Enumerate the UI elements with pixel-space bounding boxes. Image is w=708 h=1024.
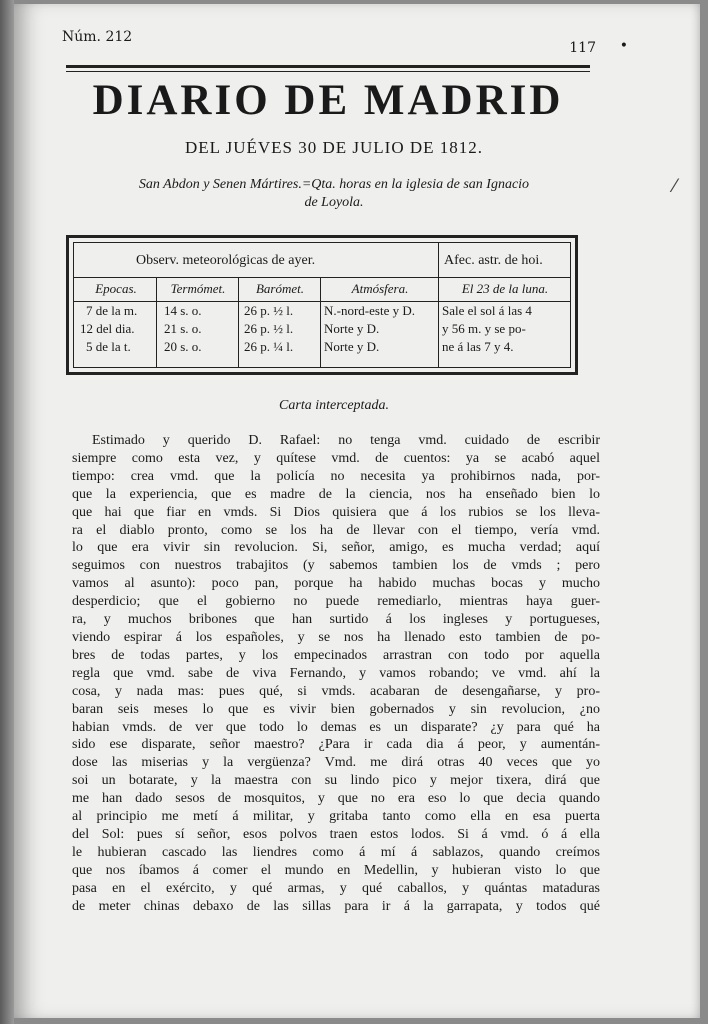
article-line: ra, y muchos bribones que han surtido á los ingleses y portugueses,	[72, 612, 600, 628]
article-line: vamos al asunto): poco pan, porque ha habido muchas bocas y mucho	[72, 576, 600, 592]
page-dot: •	[619, 38, 628, 54]
column-header-epocas: Epocas.	[95, 281, 137, 296]
column-header-barometro: Barómet.	[255, 281, 305, 296]
article-line: lo que era vivir sin revolucion. Si, señor, amigo, es mucha verdad; aquí	[72, 540, 600, 556]
article-line: de meter chinas debaxo de las sillas para ir á la garrapata, y todos qué	[72, 898, 600, 914]
saints-line-1: San Abdon y Senen Mártires.=Qta. horas en la iglesia de san Ignacio	[138, 177, 530, 192]
header-rule-thick	[66, 65, 590, 68]
article-line: viendo espirar á los españoles, y se nos ha llenado esto tambien de po-	[72, 629, 600, 645]
row-3-barometro: 26 p. ¼ l.	[244, 339, 294, 354]
article-line: pasa en el exército, y qué armas, y qué caballos, y quántas mataduras	[72, 880, 600, 896]
row-1-barometro: 26 p. ½ l.	[244, 303, 294, 318]
row-3-astro: ne á las 7 y 4.	[442, 339, 514, 354]
article-line: me han dado sesos de mosquitos, y que no era eso lo que decia quando	[72, 791, 600, 807]
row-3-epoca: 5 de la t.	[86, 339, 131, 354]
article-line: al principio me metí á militar, y gritaba tanto como ella en esa puerta	[72, 809, 600, 825]
table-divider	[156, 277, 157, 367]
newspaper-page	[14, 4, 700, 1018]
row-3-termometro: 20 s. o.	[164, 339, 202, 354]
table-divider	[438, 243, 439, 367]
handwritten-mark-icon: ⁄	[672, 176, 676, 197]
row-1-termometro: 14 s. o.	[164, 303, 202, 318]
article-line: desperdicio; que el gobierno no puede remediarlo, mientras haya guer-	[72, 594, 600, 610]
row-2-barometro: 26 p. ½ l.	[244, 321, 294, 336]
row-2-astro: y 56 m. y se po-	[442, 321, 526, 336]
article-line: siempre como esta vez, y quítese vmd. de cuentos: ya se acabó aquel	[72, 450, 600, 466]
article-line: que hai que fiar en vmds. Si Dios quisiera que á los rubios se los lleva-	[72, 504, 600, 520]
book-gutter	[0, 0, 14, 1024]
column-header-termometro: Termómet.	[170, 281, 226, 296]
article-line: regla que vmd. sabe de viva Fernando, y vamos robando; ve vmd. ahí la	[72, 665, 600, 681]
article-line: ra el diablo pronto, como se los ha de llevar con el tiempo, vería vmd.	[72, 522, 600, 538]
saints-notice	[74, 176, 594, 212]
header-rule-thin	[66, 71, 590, 72]
row-2-atmosfera: Norte y D.	[324, 321, 380, 336]
article-line: tiempo: crea vmd. que la policía no necesita ya prohibirnos nada, por-	[72, 468, 600, 484]
row-3-atmosfera: Norte y D.	[324, 339, 380, 354]
row-1-epoca: 7 de la m.	[86, 303, 138, 318]
article-line: seguimos con nuestros trabajitos (y sabemos tambien los de vmds ; pero	[72, 558, 600, 574]
row-1-atmosfera: N.-nord-este y D.	[324, 303, 415, 318]
article-line: cosa, y nada mas: pues qué, si vmds. acabaran de desengañarse, y pro-	[72, 683, 600, 699]
article-line: bres de todas partes, y los empecinados arrastran con todo por aquella	[72, 647, 600, 663]
article-line: baran seis meses lo que es vivir bien gobernados y sin revolucion, ¿no	[72, 701, 600, 717]
weather-heading-right: Afec. astr. de hoi.	[444, 253, 543, 268]
dateline: DEL JUÉVES 30 DE JULIO DE 1812.	[184, 138, 484, 157]
article-line: Estimado y querido D. Rafael: no tenga vmd. cuidado de escribir	[92, 433, 600, 448]
article-line: le hubieran cascado las liendres como á mí á sablazos, quando creímos	[72, 844, 600, 860]
row-2-epoca: 12 del dia.	[80, 321, 135, 336]
article-line: que la experiencia, que es madre de la ciencia, nos ha enseñado bien lo	[72, 486, 600, 502]
saints-line-2: de Loyola.	[304, 195, 364, 210]
column-header-astro: El 23 de la luna.	[461, 281, 549, 296]
page-number: 117	[569, 40, 596, 56]
article-line: habian vmds. de ver que todo lo demas es un disparate? ¿y para qué ha	[72, 719, 600, 735]
weather-table	[66, 235, 578, 375]
article-line: dose las miserias y la vergüenza? Vmd. me dirá otras 40 veces que yo	[72, 755, 600, 771]
table-divider	[74, 301, 570, 302]
table-divider	[320, 277, 321, 367]
table-divider	[238, 277, 239, 367]
column-header-atmosfera: Atmósfera.	[351, 281, 409, 296]
article-title: Carta interceptada.	[279, 398, 389, 413]
article-body	[72, 432, 600, 915]
article-line: del Sol: pues sí señor, esos polvos traen estos lodos. Si á vmd. ó á ella	[72, 826, 600, 842]
weather-heading-left: Observ. meteorológicas de ayer.	[136, 253, 316, 268]
issue-number: Núm. 212	[62, 29, 133, 45]
article-line: soi un botarate, y la maestra con su lindo pico y mejor tixera, dirá que	[72, 773, 600, 789]
row-1-astro: Sale el sol á las 4	[442, 303, 532, 318]
masthead-title: DIARIO DE MADRID	[92, 77, 564, 124]
article-line: que nos íbamos á comer el mundo en Medellin, y hubieran visto lo que	[72, 862, 600, 878]
article-line: sido ese disparate, señor maestro? ¿Para ir cada dia á peor, y aumentán-	[72, 737, 600, 753]
row-2-termometro: 21 s. o.	[164, 321, 202, 336]
table-divider	[74, 277, 570, 278]
